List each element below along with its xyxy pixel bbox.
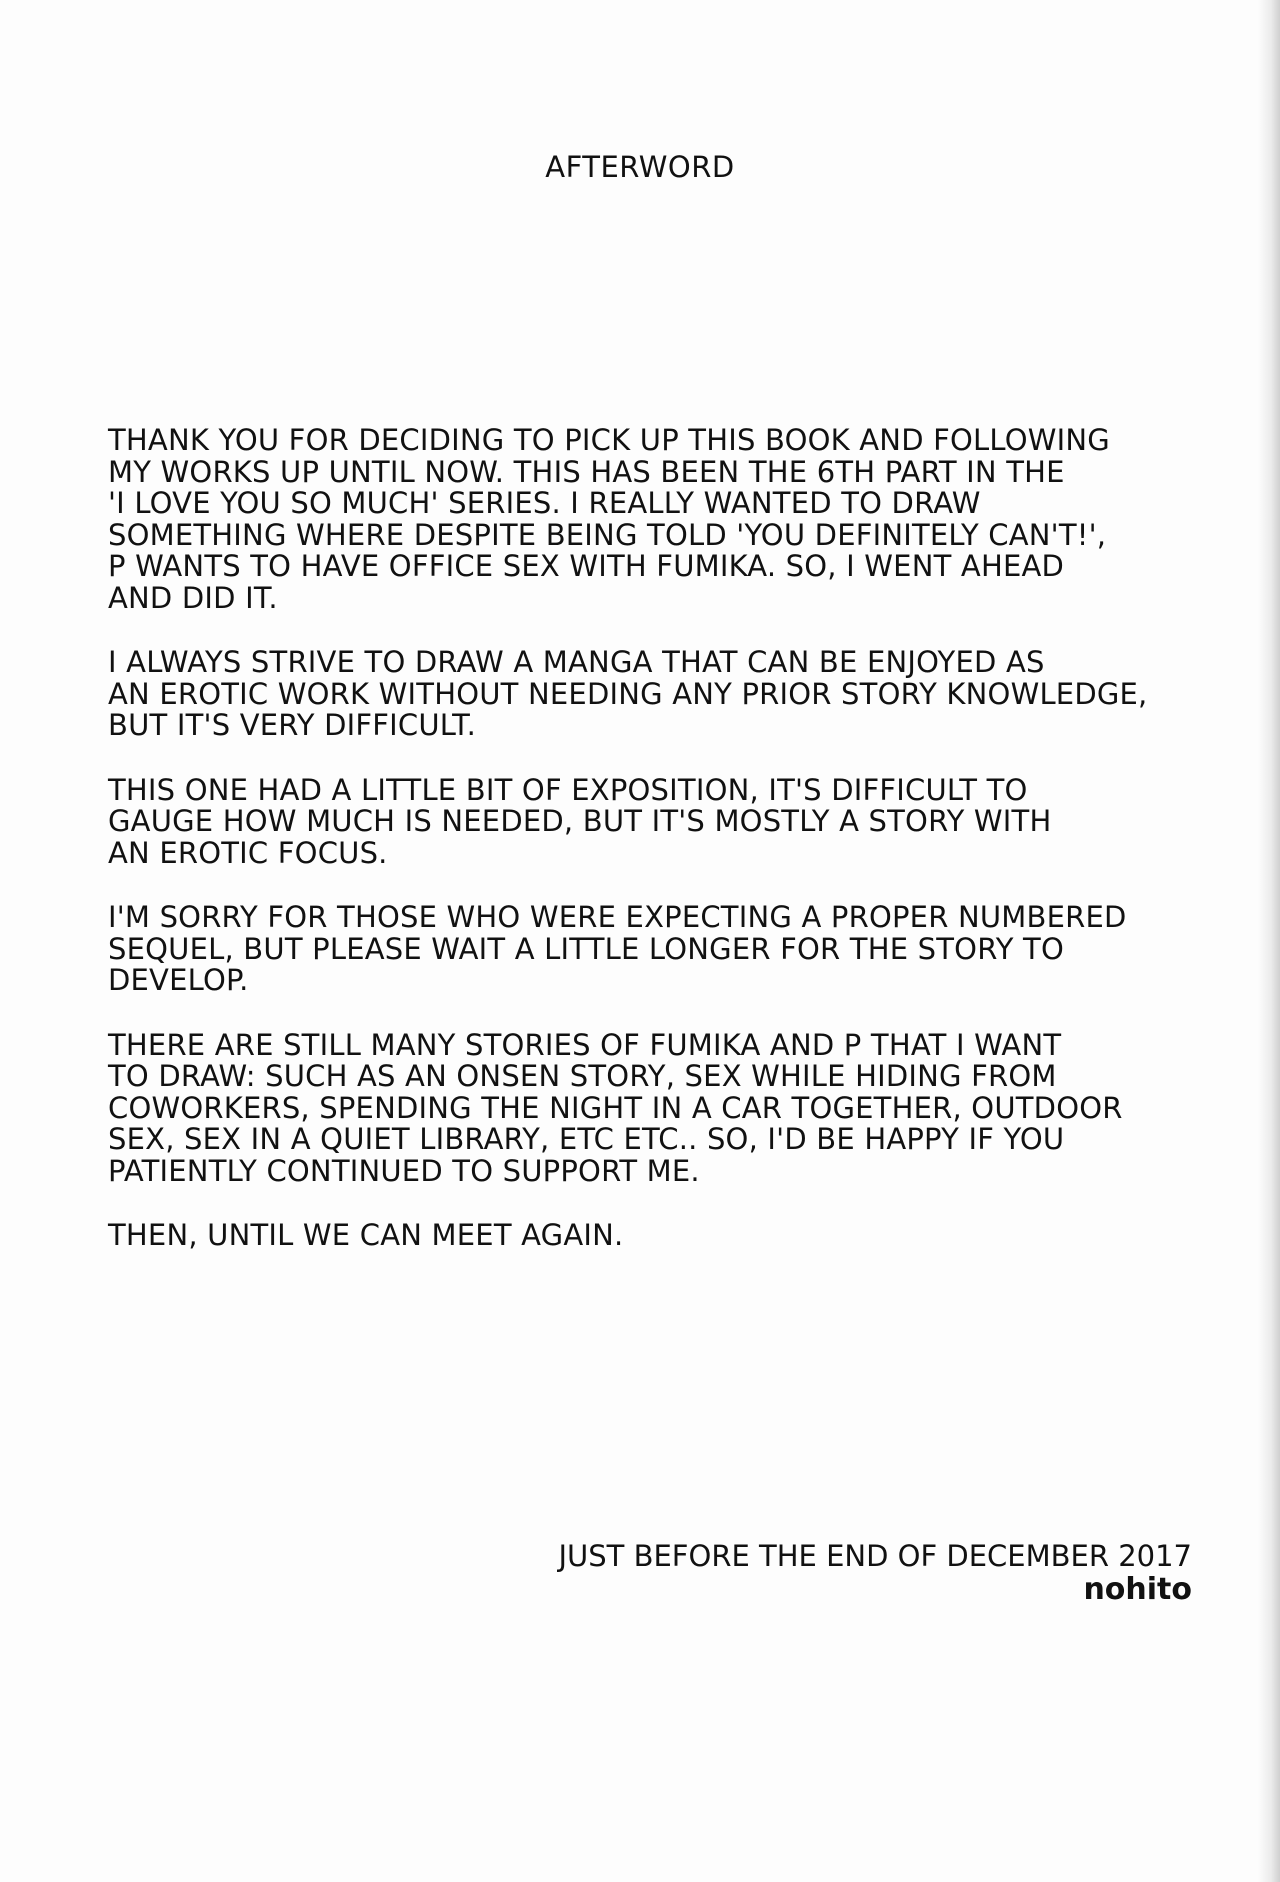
afterword-body (108, 425, 1208, 1285)
text-line: DEVELOP. (108, 963, 249, 997)
text-line: PATIENTLY CONTINUED TO SUPPORT ME. (108, 1153, 700, 1188)
text-line: AN EROTIC FOCUS. (108, 835, 388, 870)
text-line: GAUGE HOW MUCH IS NEEDED, BUT IT'S MOSTLY A STORY WITH (108, 804, 1052, 838)
page-edge-shadow (1258, 0, 1280, 1882)
text-line: AND DID IT. (108, 580, 278, 615)
author-name: nohito (1083, 1572, 1192, 1607)
paragraph-6 (108, 1220, 1208, 1252)
signoff (558, 1540, 1192, 1607)
text-line: SEX, SEX IN A QUIET LIBRARY, ETC ETC.. SO, I'D BE HAPPY IF YOU (108, 1122, 1065, 1156)
text-line: SOMETHING WHERE DESPITE BEING TOLD 'YOU DEFINITELY CAN'T!', (108, 517, 1107, 552)
text-line: P WANTS TO HAVE OFFICE SEX WITH FUMIKA. SO, I WENT AHEAD (108, 549, 1065, 583)
text-line: MY WORKS UP UNTIL NOW. THIS HAS BEEN THE 6TH PART IN THE (108, 454, 1065, 489)
text-line: I'M SORRY FOR THOSE WHO WERE EXPECTING A PROPER NUMBERED (108, 900, 1127, 934)
text-line: THEN, UNTIL WE CAN MEET AGAIN. (108, 1218, 624, 1252)
page-title: AFTERWORD (545, 150, 735, 184)
text-line: THIS ONE HAD A LITTLE BIT OF EXPOSITION, IT'S DIFFICULT TO (108, 772, 1028, 807)
paragraph-5 (108, 1027, 1208, 1188)
text-line: SEQUEL, BUT PLEASE WAIT A LITTLE LONGER FOR THE STORY TO (108, 931, 1064, 966)
text-line: COWORKERS, SPENDING THE NIGHT IN A CAR TOGETHER, OUTDOOR (108, 1090, 1123, 1125)
paragraph-2 (108, 647, 1208, 742)
text-line: TO DRAW: SUCH AS AN ONSEN STORY, SEX WHILE HIDING FROM (108, 1059, 1057, 1093)
paragraph-1 (108, 425, 1208, 614)
paragraph-3 (108, 772, 1208, 870)
text-line: BUT IT'S VERY DIFFICULT. (108, 708, 477, 742)
text-line: I ALWAYS STRIVE TO DRAW A MANGA THAT CAN BE ENJOYED AS (108, 645, 1045, 679)
text-line: THERE ARE STILL MANY STORIES OF FUMIKA AND P THAT I WANT (108, 1027, 1062, 1062)
text-line: 'I LOVE YOU SO MUCH' SERIES. I REALLY WANTED TO DRAW (108, 486, 981, 520)
text-line: AN EROTIC WORK WITHOUT NEEDING ANY PRIOR STORY KNOWLEDGE, (108, 676, 1148, 711)
paragraph-4 (108, 902, 1208, 997)
signoff-date: JUST BEFORE THE END OF DECEMBER 2017 (558, 1539, 1192, 1573)
text-line: THANK YOU FOR DECIDING TO PICK UP THIS BOOK AND FOLLOWING (108, 423, 1110, 457)
